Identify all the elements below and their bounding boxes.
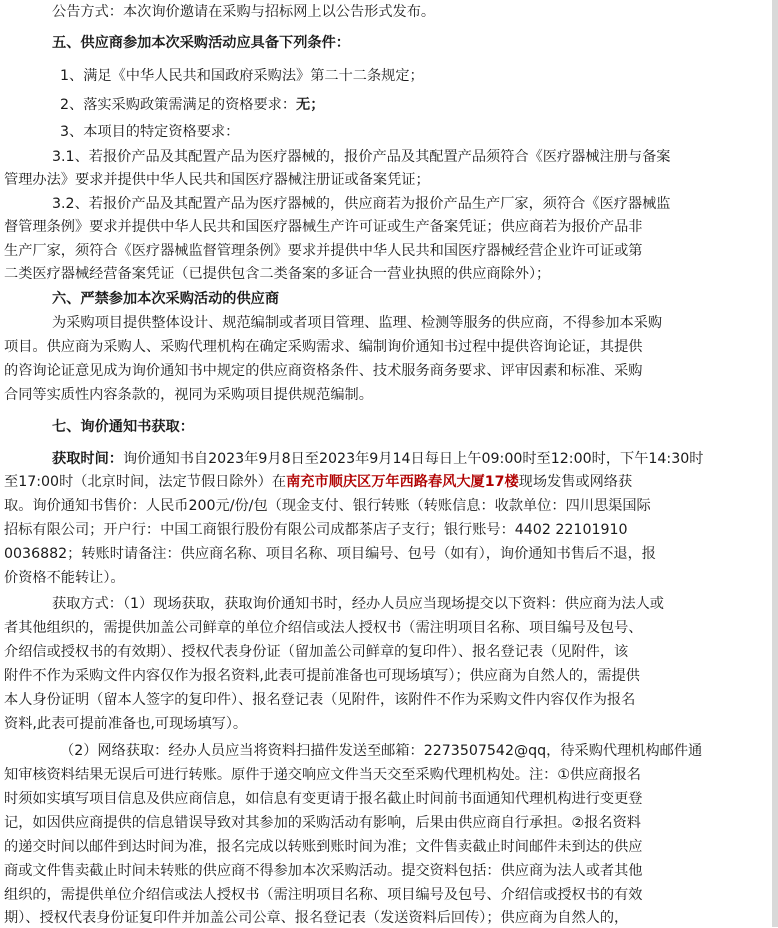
obtain-time-line3: 取。询价通知书售价：人民币200元/份/包（现金支付、银行转账（转账信息：收款单位：四川思渠国际 [4,498,651,514]
obtain-method-line3: 介绍信或授权书的有效期）、授权代表身份证（留加盖公司鲜章的复印件）、报名登记表（见附件，该 [4,644,629,660]
condition-3-2-line1: 3.2、若报价产品及其配置产品为医疗器械的，供应商若为报价产品生产厂家，须符合《医疗器械监 [52,196,671,212]
condition-1: 1、满足《中华人民共和国政府采购法》第二十二条规定； [60,68,424,84]
section-5-heading: 五、供应商参加本次采购活动应具备下列条件： [52,35,350,51]
section-7-heading: 七、询价通知书获取： [52,419,194,435]
condition-3-1-line1: 3.1、若报价产品及其配置产品为医疗器械的，报价产品及其配置产品须符合《医疗器械注册与备案 [52,149,671,165]
sale-address: 南充市顺庆区万年西路春风大厦17楼 [286,474,519,490]
obtain-method-line4: 附件不作为采购文件内容仅作为报名资料,此表可提前准备也可现场填写）；供应商为自然人的，需提供 [4,668,640,684]
online-obtain-line1: （2）网络获取：经办人员应当将资料扫描件发送至邮箱：2273507542@qq，待采购代理机构邮件通 [60,743,703,759]
obtain-time-line2: 至17:00时（北京时间，法定节假日除外）在南充市顺庆区万年西路春风大厦17楼现场发售或网络获 [4,474,633,490]
online-obtain-line5: 的递交时间以邮件到达时间为准，报名完成以转账到账时间为准；文件售卖截止时间邮件未到达的供应 [4,839,643,855]
condition-3-2-line2: 督管理条例》要求并提供中华人民共和国医疗器械生产许可证或生产备案凭证；供应商若为报价产品非 [4,219,643,235]
announce-method: 公告方式：本次询价邀请在采购与招标网上以公告形式发布。 [52,4,436,20]
condition-3-2-line4: 二类医疗器械经营备案凭证（已提供包含二类备案的多证合一营业执照的供应商除外）； [4,266,551,282]
obtain-method-line2: 者其他组织的，需提供加盖公司鲜章的单位介绍信或法人授权书（需注明项目名称、项目编号及包号、 [4,620,643,636]
condition-3-2-line3: 生产厂家，须符合《医疗器械监督管理条例》要求并提供中华人民共和国医疗器械经营企业许可证或第 [4,243,643,259]
obtain-method-line5: 本人身份证明（留本人签字的复印件）、报名登记表（见附件，该附件不作为采购文件内容仅作为报名 [4,692,636,708]
obtain-time-line5: 0036882；转账时请备注：供应商名称、项目名称、项目编号、包号（如有），询价通知书售后不退，报 [4,546,656,562]
obtain-method-line1: 获取方式：（1）现场获取，获取询价通知书时，经办人员应当现场提交以下资料：供应商为法人或 [52,596,664,612]
section-6-para-line3: 的咨询论证意见成为询价通知书中规定的供应商资格条件、技术服务商务要求、评审因素和标准、采购 [4,363,643,379]
obtain-time-line4: 招标有限公司；开户行：中国工商银行股份有限公司成都茶店子支行；银行账号：4402 22101910 [4,522,628,538]
condition-3-1-line2: 管理办法》要求并提供中华人民共和国医疗器械注册证或备案凭证； [4,172,430,188]
online-obtain-line6: 商或文件售卖截止时间未转账的供应商不得参加本次采购活动。提交资料包括：供应商为法人或者其他 [4,863,643,879]
obtain-time-line1: 获取时间：询价通知书自2023年9月8日至2023年9月14日每日上午09:00时至12:00时，下午14:30时 [52,451,704,467]
condition-2: 2、落实采购政策需满足的资格要求：无； [60,97,325,113]
obtain-method-line6: 资料,此表可提前准备也,可现场填写）。 [4,716,248,732]
online-obtain-line3: 时须如实填写项目信息及供应商信息，如信息有变更请于报名截止时间前书面通知代理机构进行变更登 [4,791,643,807]
condition-3: 3、本项目的特定资格要求： [60,124,240,140]
section-6-para-line1: 为采购项目提供整体设计、规范编制或者项目管理、监理、检测等服务的供应商，不得参加本采购 [52,315,663,331]
online-obtain-line4: 记，如因供应商提供的信息错误导致对其参加的采购活动有影响，后果由供应商自行承担。②报名资料 [4,815,641,831]
section-6-heading: 六、严禁参加本次采购活动的供应商 [52,291,280,307]
section-6-para-line4: 合同等实质性内容条款的，视同为采购项目提供规范编制。 [4,387,373,403]
online-obtain-line8: 期）、授权代表身份证复印件并加盖公司公章、报名登记表（发送资料后回传）；供应商为自然人的， [4,910,629,926]
vertical-scrollbar[interactable] [772,0,778,927]
online-obtain-line2: 知审核资料结果无误后可进行转账。原件于递交响应文件当天交至采购代理机构处。注：①供应商报名 [4,767,641,783]
obtain-time-line6: 价资格不能转让）。 [4,570,125,586]
section-6-para-line2: 项目。供应商为采购人、采购代理机构在确定采购需求、编制询价通知书过程中提供咨询论证，其提供 [4,339,643,355]
online-obtain-line7: 组织的，需提供单位介绍信或法人授权书（需注明项目名称、项目编号及包号、介绍信或授权书的有效 [4,887,643,903]
